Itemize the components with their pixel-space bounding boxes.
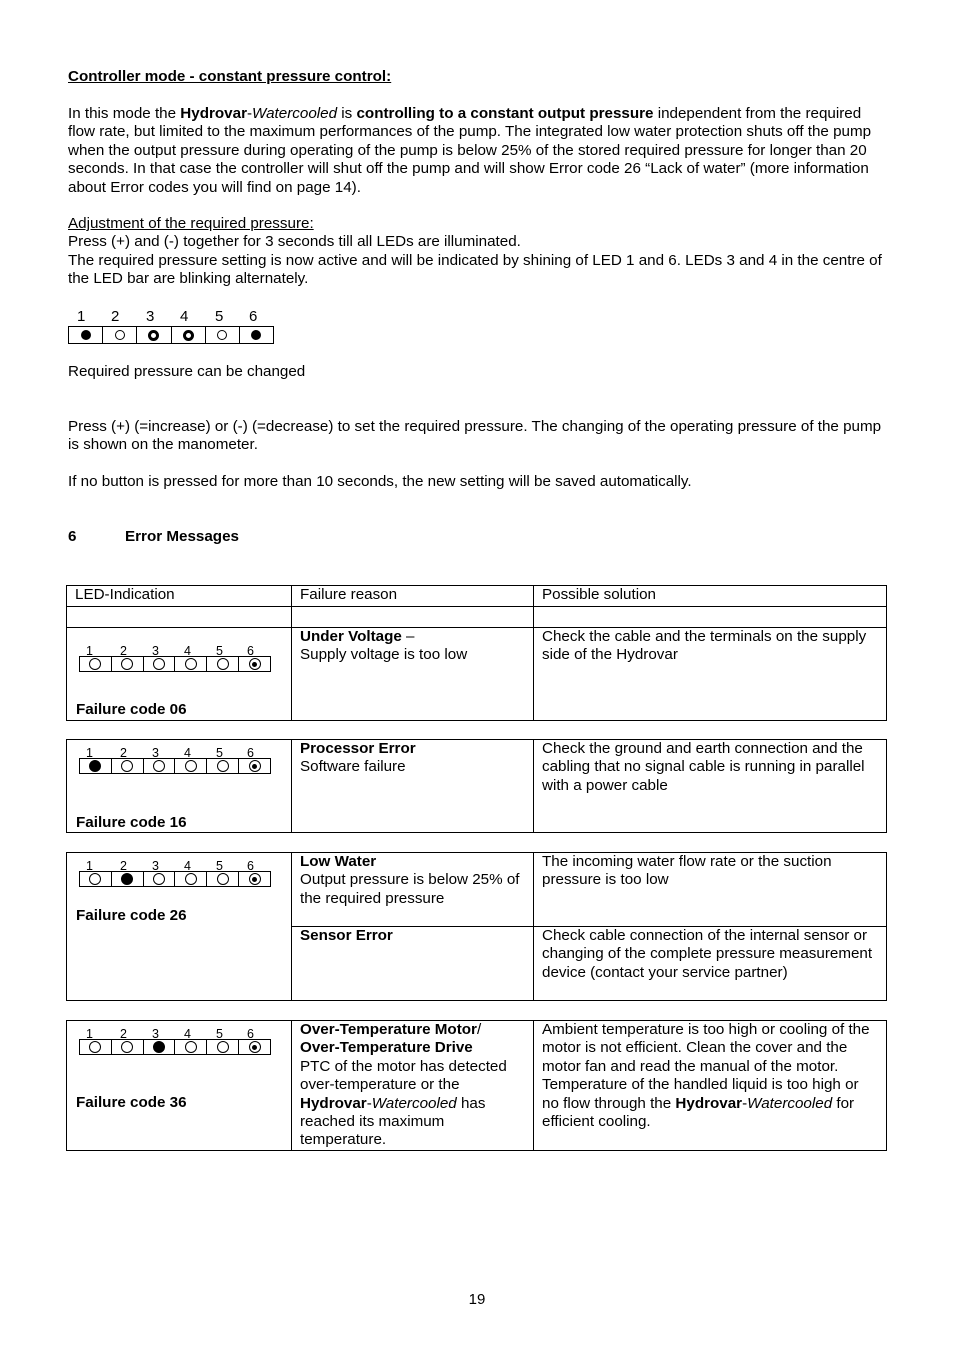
solution-cell: Check cable connection of the internal sensor or changing of the complete pressure measurement device (contact your service partner) — [534, 927, 887, 1001]
reason-cell — [292, 740, 534, 833]
brand-name: Hydrovar — [180, 105, 247, 122]
adjust-line2: The required pressure setting is now active and will be indicated by shining of LED 1 and 6. LEDs 3 and 4 in the centre of the LED bar are blinking alternately. — [68, 252, 882, 288]
reason-text: PTC of the motor has detected over-temperature or the — [300, 1057, 507, 1094]
led-bar — [79, 758, 271, 774]
led-cell-6 — [240, 327, 273, 343]
reason-text: Software failure — [300, 758, 406, 776]
header-led-indication: LED-Indication — [67, 586, 292, 607]
led-label: 3 — [146, 308, 155, 325]
brand-name: Hydrovar — [675, 1094, 743, 1112]
reason-title: Under Voltage — [300, 628, 402, 645]
led-label: 4 — [184, 1027, 191, 1041]
led-cell-6 — [239, 872, 270, 886]
led-cell-2 — [103, 327, 137, 343]
led-cell-3 — [144, 759, 176, 773]
led-cell-1 — [80, 872, 112, 886]
led-dot-icon — [249, 1041, 261, 1053]
led-cell-4 — [172, 327, 206, 343]
reason-cell — [292, 1021, 534, 1151]
page-heading: Controller mode - constant pressure control: — [68, 68, 392, 85]
reason-cell — [292, 927, 534, 1001]
led-cell-4 — [175, 872, 207, 886]
led-cell-3 — [144, 872, 176, 886]
led-cell-3 — [144, 1040, 176, 1054]
led-cell-6 — [239, 759, 270, 773]
error-table-26 — [66, 852, 887, 1001]
solution-text: Temperature of the handled liquid is too high or no flow through the — [542, 1076, 859, 1112]
failure-code: Failure code 26 — [76, 907, 187, 924]
led-label: 1 — [86, 1027, 93, 1041]
led-label: 5 — [216, 644, 223, 658]
led-indicator — [75, 1025, 283, 1055]
led-bar — [79, 1039, 271, 1055]
led-label: 6 — [249, 308, 258, 325]
led-number-row — [79, 642, 271, 656]
led-cell — [67, 853, 292, 1001]
led-cell-6 — [239, 657, 270, 671]
led-label: 3 — [152, 1027, 159, 1041]
empty-cell — [534, 607, 887, 628]
led-label: 6 — [247, 644, 254, 658]
led-label: 2 — [111, 308, 120, 325]
led-cell-6 — [239, 1040, 270, 1054]
intro-text-b: is — [337, 105, 357, 122]
led-cell-2 — [112, 759, 144, 773]
led-label: 5 — [216, 859, 223, 873]
led-label: 2 — [120, 1027, 127, 1041]
led-label: 2 — [120, 746, 127, 760]
led-caption: Required pressure can be changed — [68, 363, 306, 380]
led-label: 5 — [216, 746, 223, 760]
brand-name: Hydrovar — [300, 1094, 367, 1112]
led-cell-5 — [207, 872, 239, 886]
reason-title: Processor Error — [300, 740, 416, 757]
intro-emphasis: controlling to a constant output pressure — [356, 105, 654, 122]
error-table-36 — [66, 1020, 887, 1151]
led-label: 6 — [247, 1027, 254, 1041]
reason-text: Supply voltage is too low — [300, 646, 468, 664]
brand-sep: - — [366, 1094, 372, 1112]
led-indicator — [75, 857, 283, 887]
led-off-icon — [217, 330, 227, 340]
intro-text-a: In this mode the — [68, 105, 181, 122]
led-cell-1 — [69, 327, 103, 343]
led-cell-1 — [80, 657, 112, 671]
brand-variant: Watercooled — [252, 105, 338, 122]
reason-text: has reached its maximum temperature. — [300, 1094, 486, 1149]
led-blink-icon — [183, 330, 194, 341]
led-cell-3 — [137, 327, 171, 343]
led-on-icon — [81, 330, 91, 340]
reason-text: Output pressure is below 25% of the required pressure — [300, 871, 520, 907]
led-label: 3 — [152, 859, 159, 873]
led-cell-4 — [175, 1040, 207, 1054]
led-indicator — [75, 744, 283, 774]
empty-cell — [292, 607, 534, 628]
reason-title: Over-Temperature Drive — [300, 1039, 473, 1057]
led-cell-5 — [207, 1040, 239, 1054]
led-label: 4 — [184, 859, 191, 873]
led-off-icon — [115, 330, 125, 340]
led-label: 3 — [152, 746, 159, 760]
led-blink-icon — [148, 330, 159, 341]
reason-dash: – — [401, 628, 415, 645]
led-cell-4 — [175, 759, 207, 773]
led-label: 6 — [247, 746, 254, 760]
led-number-row — [79, 744, 271, 758]
led-dot-icon — [249, 760, 261, 772]
led-dot-icon — [249, 873, 261, 885]
solution-text: Ambient temperature is too high or cooling of the motor is not efficient. Clean the cover and the motor fan and read the manual of the motor. — [542, 1021, 870, 1075]
reason-title: Low Water — [300, 853, 377, 870]
led-cell-2 — [112, 872, 144, 886]
solution-text: for efficient cooling. — [542, 1094, 855, 1131]
failure-code: Failure code 06 — [76, 701, 187, 718]
error-table-06 — [66, 585, 887, 721]
led-cell-5 — [207, 759, 239, 773]
section-number: 6 — [68, 528, 77, 545]
led-cell-1 — [80, 759, 112, 773]
led-on-icon — [251, 330, 261, 340]
led-cell — [67, 1021, 292, 1151]
adjust-line1: Press (+) and (-) together for 3 seconds till all LEDs are illuminated. — [68, 233, 521, 250]
empty-cell — [67, 607, 292, 628]
press-paragraph: Press (+) (=increase) or (-) (=decrease) to set the required pressure. The changing of the operating pressure of the pump is shown on the manometer. — [68, 418, 882, 454]
reason-title: Sensor Error — [300, 927, 393, 944]
led-cell-5 — [207, 657, 239, 671]
led-label: 5 — [215, 308, 224, 325]
reason-cell — [292, 853, 534, 927]
led-cell-2 — [112, 1040, 144, 1054]
led-number-row — [68, 308, 278, 326]
reason-slash: / — [476, 1021, 482, 1038]
led-label: 4 — [184, 644, 191, 658]
brand-sep: - — [246, 105, 253, 122]
intro-paragraph — [68, 105, 888, 197]
solution-cell: Check the cable and the terminals on the supply side of the Hydrovar — [534, 628, 887, 721]
led-cell-1 — [80, 1040, 112, 1054]
led-indicator — [75, 642, 283, 672]
page-number: 19 — [468, 1291, 486, 1308]
led-bar — [79, 656, 271, 672]
led-label: 2 — [120, 644, 127, 658]
led-label: 1 — [77, 308, 86, 325]
led-label: 1 — [86, 859, 93, 873]
solution-cell: The incoming water flow rate or the suction pressure is too low — [534, 853, 887, 927]
reason-title: Over-Temperature Motor — [300, 1021, 477, 1038]
led-bar — [68, 326, 274, 344]
led-cell-5 — [206, 327, 240, 343]
led-cell — [67, 740, 292, 833]
led-label: 5 — [216, 1027, 223, 1041]
section-title: Error Messages — [125, 528, 239, 545]
led-cell-3 — [144, 657, 176, 671]
led-bar — [79, 871, 271, 887]
error-table-16 — [66, 739, 887, 833]
led-cell-2 — [112, 657, 144, 671]
led-label: 1 — [86, 644, 93, 658]
failure-code: Failure code 16 — [76, 814, 187, 831]
brand-variant: Watercooled — [747, 1094, 833, 1112]
led-number-row — [79, 857, 271, 871]
solution-cell — [534, 1021, 887, 1151]
solution-cell: Check the ground and earth connection and the cabling that no signal cable is running in parallel with a power cable — [534, 740, 887, 833]
led-label: 4 — [184, 746, 191, 760]
led-label: 1 — [86, 746, 93, 760]
header-possible-solution: Possible solution — [534, 586, 887, 607]
reason-cell — [292, 628, 534, 721]
led-label: 3 — [152, 644, 159, 658]
save-paragraph: If no button is pressed for more than 10 seconds, the new setting will be saved automatically. — [68, 473, 692, 490]
led-label: 6 — [247, 859, 254, 873]
led-cell-4 — [175, 657, 207, 671]
adjust-title: Adjustment of the required pressure: — [68, 215, 314, 232]
header-failure-reason: Failure reason — [292, 586, 534, 607]
led-number-row — [79, 1025, 271, 1039]
intro-text-c: independent from the required flow rate, but limited to the maximum performances of the pump. The integrated low water protection shuts off the pump when the output pressure during operating of the pump is below 25% of the stored required pressure for longer than 20 seconds. In that case the controller will shut off the pump and will show Error code 26 “Lack of water” (more information about Error codes you will find on page 14). — [68, 105, 872, 196]
brand-variant: Watercooled — [371, 1094, 457, 1112]
led-dot-icon — [249, 658, 261, 670]
led-cell — [67, 628, 292, 721]
brand-sep: - — [742, 1094, 748, 1112]
led-label: 2 — [120, 859, 127, 873]
failure-code: Failure code 36 — [76, 1094, 187, 1111]
led-label: 4 — [180, 308, 189, 325]
